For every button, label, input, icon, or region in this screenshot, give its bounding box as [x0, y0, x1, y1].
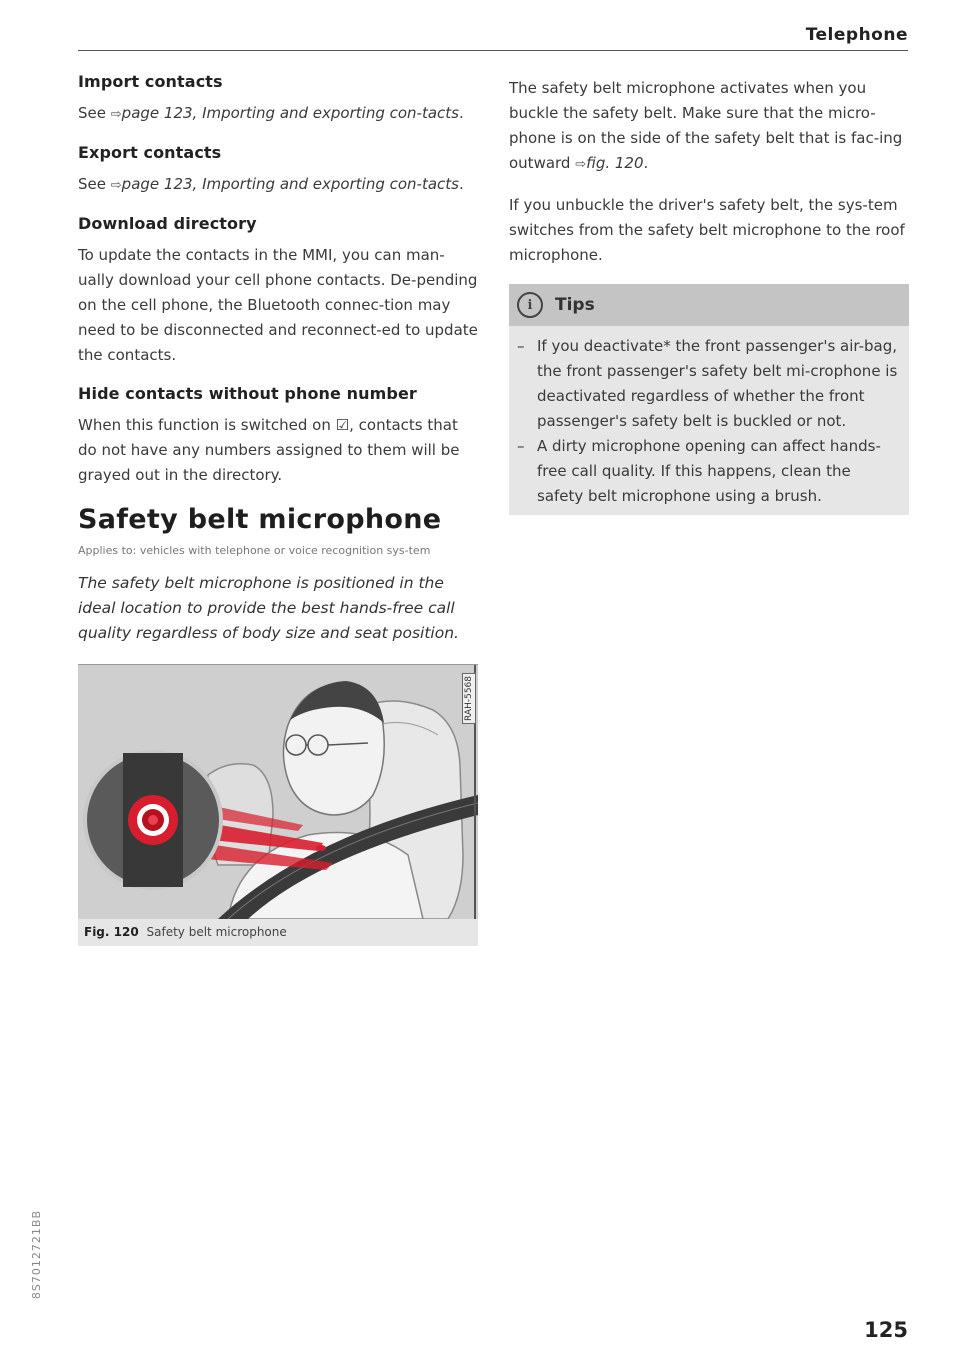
- unbuckle-text: If you unbuckle the driver's safety belt, the sys-tem switches from the safety belt microphone to the roof microphone.: [509, 196, 905, 264]
- page-number: 125: [864, 1318, 908, 1342]
- tips-header: [509, 284, 909, 326]
- figure-reference-link[interactable]: fig. 120: [586, 154, 644, 172]
- safety-belt-microphone-illustration: [78, 665, 478, 919]
- applies-to-note: Applies to: vehicles with telephone or voice recognition sys-tem: [78, 544, 431, 557]
- download-directory-text: To update the contacts in the MMI, you can man-ually download your cell phone contacts. De-pending on the cell phone, the Bluetooth connec-tion may need to be disconnected and reconnect-ed to update the contacts.: [78, 246, 478, 364]
- running-head: Telephone: [805, 25, 908, 45]
- figure-label: Fig. 120: [84, 925, 139, 939]
- left-column: [78, 72, 478, 946]
- header-rule: [78, 50, 908, 51]
- figure-caption-text: Safety belt microphone: [146, 925, 287, 939]
- tips-list: [509, 326, 909, 515]
- heading-download-directory: Download directory: [78, 214, 257, 233]
- tips-box: [509, 284, 909, 515]
- heading-export-contacts: Export contacts: [78, 143, 222, 162]
- figure-code: RAH-5568: [462, 673, 476, 724]
- hide-contacts-text: When this function is switched on ☑, contacts that do not have any numbers assigned to them will be grayed out in the directory.: [78, 416, 460, 484]
- page-reference-link[interactable]: page 123, Importing and exporting con-tacts: [121, 175, 459, 193]
- arrow-right-icon: ⇨: [110, 178, 122, 193]
- heading-hide-contacts: Hide contacts without phone number: [78, 384, 417, 403]
- section-title: Safety belt microphone: [78, 504, 442, 535]
- heading-import-contacts: Import contacts: [78, 72, 223, 91]
- arrow-right-icon: ⇨: [575, 157, 587, 172]
- tips-label: Tips: [555, 295, 595, 315]
- arrow-right-icon: ⇨: [110, 107, 122, 122]
- export-contacts-text: See ⇨page 123, Importing and exporting con-tacts.: [78, 175, 464, 193]
- tip-item: – A dirty microphone opening can affect hands-free call quality. If this happens, clean the safety belt microphone using a brush.: [517, 437, 881, 505]
- belt-mic-activation-text: The safety belt microphone activates when you buckle the safety belt. Make sure that the micro-phone is on the side of the safety belt that is fac-ing outward ⇨fig. 120.: [509, 79, 903, 172]
- figure-image: [78, 664, 478, 919]
- figure-120: [78, 664, 478, 946]
- right-column: [509, 76, 909, 515]
- section-intro: The safety belt microphone is positioned in the ideal location to provide the best hands-free call quality regardless of body size and seat position.: [78, 574, 459, 642]
- checkbox-checked-icon: ☑: [335, 416, 350, 434]
- tip-item: – If you deactivate* the front passenger's air-bag, the front passenger's safety belt mi-crophone is deactivated regardless of whether the front passenger's safety belt is buckled or not.: [517, 337, 898, 430]
- import-contacts-text: See ⇨page 123, Importing and exporting con-tacts.: [78, 104, 464, 122]
- page-reference-link[interactable]: page 123, Importing and exporting con-tacts: [121, 104, 459, 122]
- info-icon: i: [517, 292, 543, 318]
- figure-caption: [78, 919, 478, 946]
- document-code: 8S7012721BB: [30, 1210, 43, 1300]
